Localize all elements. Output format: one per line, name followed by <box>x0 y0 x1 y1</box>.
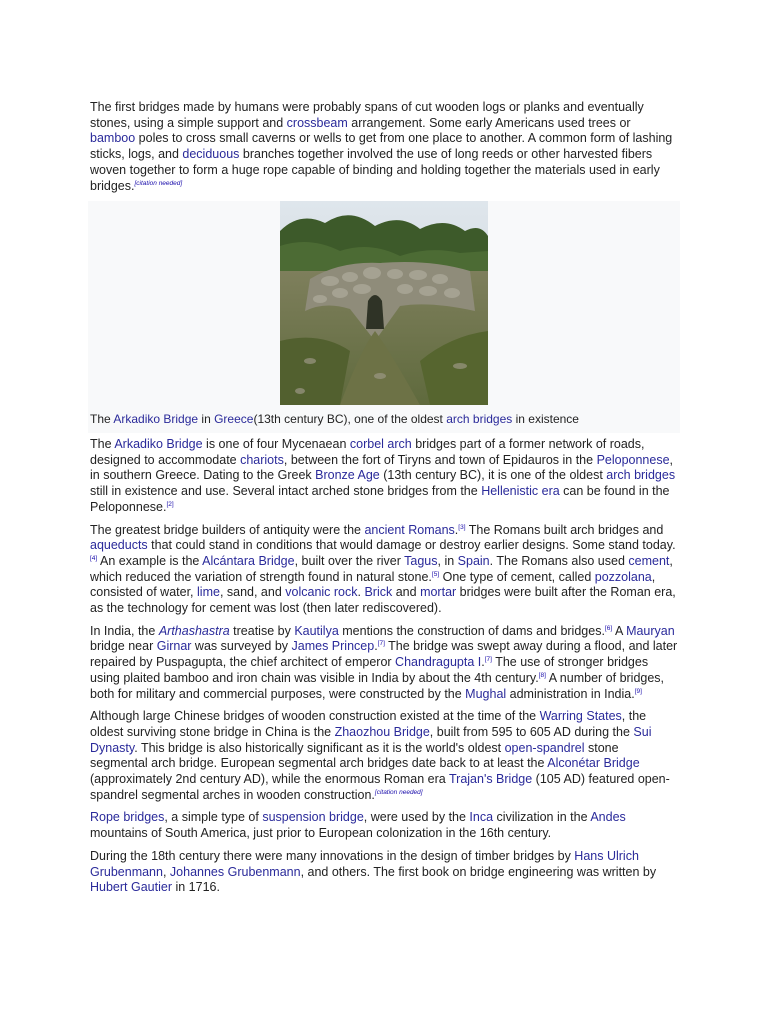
text: civilization in the <box>493 810 591 825</box>
text: poles to cross small caverns or wells to get from one place to another. A common form of lashing sticks, logs, and <box>90 131 673 162</box>
text: branches together involved the use of long reeds or other harvested fibers woven together to form a huge rope capable of binding and holding together the materials used in early bridges. <box>90 147 660 193</box>
text: . <box>454 522 459 537</box>
link-mauryan[interactable]: Mauryan <box>626 623 675 638</box>
citation-needed-link[interactable]: [citation needed] <box>134 179 183 187</box>
text: was surveyed by <box>191 639 292 654</box>
link-chariots[interactable]: chariots <box>240 452 284 467</box>
reference-link[interactable]: [5] <box>431 570 440 578</box>
link-lime[interactable]: lime <box>197 585 220 600</box>
link-kautilya[interactable]: Kautilya <box>294 623 339 638</box>
link-johannes-grubenmann[interactable]: Johannes Grubenmann <box>169 864 301 879</box>
link-cement[interactable]: cement <box>628 553 670 568</box>
text: . The Romans also used <box>489 553 629 568</box>
text: A number of bridges, both for military and commercial purposes, were constructed by the <box>90 670 665 701</box>
link-girnar[interactable]: Girnar <box>156 639 192 654</box>
link-deciduous[interactable]: deciduous <box>182 147 240 162</box>
text: The use of stronger bridges using plaited bamboo and iron chain was visible in India by about the 4th century. <box>90 655 649 685</box>
text: In India, the <box>90 623 159 638</box>
text: , sand, and <box>219 585 286 600</box>
link-arch-bridges[interactable]: arch bridges <box>446 412 513 426</box>
link-aqueducts[interactable]: aqueducts <box>90 538 148 553</box>
link-mughal[interactable]: Mughal <box>465 686 507 701</box>
link-zhaozhou-bridge[interactable]: Zhaozhou Bridge <box>334 724 430 739</box>
figure-arkadiko-bridge <box>88 201 680 433</box>
text: , the oldest surviving stone bridge in China is the <box>90 709 647 739</box>
text: . <box>481 655 485 670</box>
text: During the 18th century there were many innovations in the design of timber bridges by <box>90 848 575 863</box>
text: (105 AD) featured open-spandrel segmental arches in wooden construction. <box>90 772 670 802</box>
link-alcantara-bridge[interactable]: Alcántara Bridge <box>202 553 295 568</box>
text: stone segmental arch bridge. European segmental arch bridges date back to at least the <box>90 740 619 771</box>
paragraph-romans <box>90 523 678 617</box>
link-spain[interactable]: Spain <box>457 553 490 568</box>
figure-caption <box>90 412 579 426</box>
text: and <box>392 585 421 600</box>
text: arrangement. Some early Americans used trees or <box>347 115 631 130</box>
reference-link[interactable]: [8] <box>538 671 546 679</box>
text: , in southern Greece. Dating to the Greek <box>90 452 674 483</box>
reference-link[interactable]: [3] <box>458 523 466 531</box>
paragraph-india <box>90 624 678 703</box>
link-hubert-gautier[interactable]: Hubert Gautier <box>90 880 172 895</box>
link-greece[interactable]: Greece <box>214 412 254 426</box>
link-hellenistic-era[interactable]: Hellenistic era <box>481 484 560 499</box>
article-body <box>90 437 678 903</box>
text: , between the fort of Tiryns and town of Epidauros in the <box>283 452 597 467</box>
text: that could stand in conditions that would damage or destroy earlier designs. Some stand today. <box>147 538 676 553</box>
text: The bridge was swept away during a flood, and later repaired by Puspagupta, the chief architect of emperor <box>90 639 678 670</box>
link-trajans-bridge[interactable]: Trajan's Bridge <box>448 772 533 787</box>
text: in 1716. <box>171 880 220 895</box>
link-andes[interactable]: Andes <box>590 810 626 825</box>
paragraph-china <box>90 709 678 803</box>
link-arkadiko-bridge[interactable]: Arkadiko Bridge <box>113 412 199 426</box>
text: (13th century BC), it is one of the oldest <box>379 468 607 483</box>
text: An example is the <box>97 553 203 568</box>
text: in existence <box>512 412 579 426</box>
citation-needed-link[interactable]: [citation needed] <box>374 788 423 796</box>
text: Arthashastra <box>158 623 230 638</box>
paragraph-rope-bridges <box>90 810 678 841</box>
link-alconetar-bridge[interactable]: Alconétar Bridge <box>547 756 640 771</box>
link-pozzolana[interactable]: pozzolana <box>594 569 652 584</box>
text: administration in India. <box>506 686 635 701</box>
text: A <box>612 623 627 638</box>
text: bridges were built after the Roman era, as the technology for cement was lost (then later rediscovered). <box>90 585 676 616</box>
text: mentions the construction of dams and bridges. <box>338 623 605 638</box>
link-mortar[interactable]: mortar <box>420 585 457 600</box>
text: (approximately 2nd century AD), while the enormous Roman era <box>90 772 449 787</box>
reference-link[interactable]: [4] <box>90 554 98 562</box>
link-hans-ulrich-grubenmann[interactable]: Hans Ulrich Grubenmann <box>90 848 639 879</box>
text: in <box>198 412 215 426</box>
text: . <box>374 639 378 654</box>
link-suspension-bridge[interactable]: suspension bridge <box>262 810 364 825</box>
link-tagus[interactable]: Tagus <box>404 553 438 568</box>
link-volcanic-rock[interactable]: volcanic rock <box>285 585 358 600</box>
text: Although large Chinese bridges of wooden construction existed at the time of the <box>90 709 540 724</box>
text: (13th century BC), one of the oldest <box>253 412 447 426</box>
text: bridge near <box>90 639 157 654</box>
link-bamboo[interactable]: bamboo <box>90 131 136 146</box>
text: The <box>90 437 115 451</box>
text: can be found in the Peloponnese. <box>90 484 670 514</box>
text: bridges part of a former network of roads, designed to accommodate <box>90 437 645 467</box>
text: The first bridges made by humans were probably spans of cut wooden logs or planks and eventually stones, using a simple support and <box>90 100 644 130</box>
reference-link[interactable]: [7] <box>377 640 385 648</box>
arkadiko-bridge-photo[interactable] <box>280 201 488 405</box>
text: treatise by <box>229 623 295 638</box>
link-ancient-romans[interactable]: ancient Romans <box>364 522 455 537</box>
link-bronze-age[interactable]: Bronze Age <box>315 468 380 483</box>
text: , built over the river <box>294 553 405 568</box>
text: The greatest bridge builders of antiquity were the <box>90 522 365 537</box>
paragraph-arkadiko <box>90 437 678 516</box>
paragraph-18th-century <box>90 849 678 896</box>
text: , built from 595 to 605 AD during the <box>429 724 634 739</box>
link-peloponnese[interactable]: Peloponnese <box>596 452 670 467</box>
link-chandragupta-i[interactable]: Chandragupta I <box>395 655 482 670</box>
paragraph-early-bridges <box>90 100 678 194</box>
reference-link[interactable]: [6] <box>604 624 613 632</box>
article-intro <box>90 100 678 201</box>
text: . <box>357 585 365 600</box>
text: , <box>162 864 170 879</box>
text: . This bridge is also historically significant as it is the world's oldest <box>134 740 505 755</box>
text: One type of cement, called <box>439 569 595 584</box>
link-arch-bridges[interactable]: arch bridges <box>606 468 676 483</box>
link-james-princep[interactable]: James Princep <box>291 639 375 654</box>
link-crossbeam[interactable]: crossbeam <box>286 115 348 130</box>
text: mountains of South America, just prior to European colonization in the 16th century. <box>90 826 552 841</box>
link-corbel-arch[interactable]: corbel arch <box>349 437 412 451</box>
text: , which reduced the variation of strength found in natural stone. <box>90 553 673 584</box>
reference-link[interactable]: [9] <box>634 687 642 695</box>
link-arthashastra[interactable] <box>159 624 230 638</box>
text: is one of four Mycenaean <box>202 437 350 451</box>
link-sui-dynasty[interactable]: Sui Dynasty <box>90 724 652 755</box>
text: , a simple type of <box>164 810 263 825</box>
text: , in <box>437 553 458 568</box>
link-inca[interactable]: Inca <box>469 810 494 825</box>
text: , consisted of water, <box>90 569 656 600</box>
link-open-spandrel[interactable]: open-spandrel <box>504 740 585 755</box>
link-brick[interactable]: Brick <box>364 585 393 600</box>
text: The Romans built arch bridges and <box>465 522 664 537</box>
link-rope-bridges[interactable]: Rope bridges <box>90 810 165 825</box>
text: , were used by the <box>363 810 470 825</box>
link-arkadiko-bridge[interactable]: Arkadiko Bridge <box>114 437 203 451</box>
text: still in existence and use. Several intact arched stone bridges from the <box>90 484 482 499</box>
text: The <box>90 412 114 426</box>
text: , and others. The first book on bridge engineering was written by <box>300 864 657 879</box>
link-warring-states[interactable]: Warring States <box>539 709 622 724</box>
reference-link[interactable]: [7] <box>484 655 492 663</box>
reference-link[interactable]: [2] <box>166 500 174 508</box>
